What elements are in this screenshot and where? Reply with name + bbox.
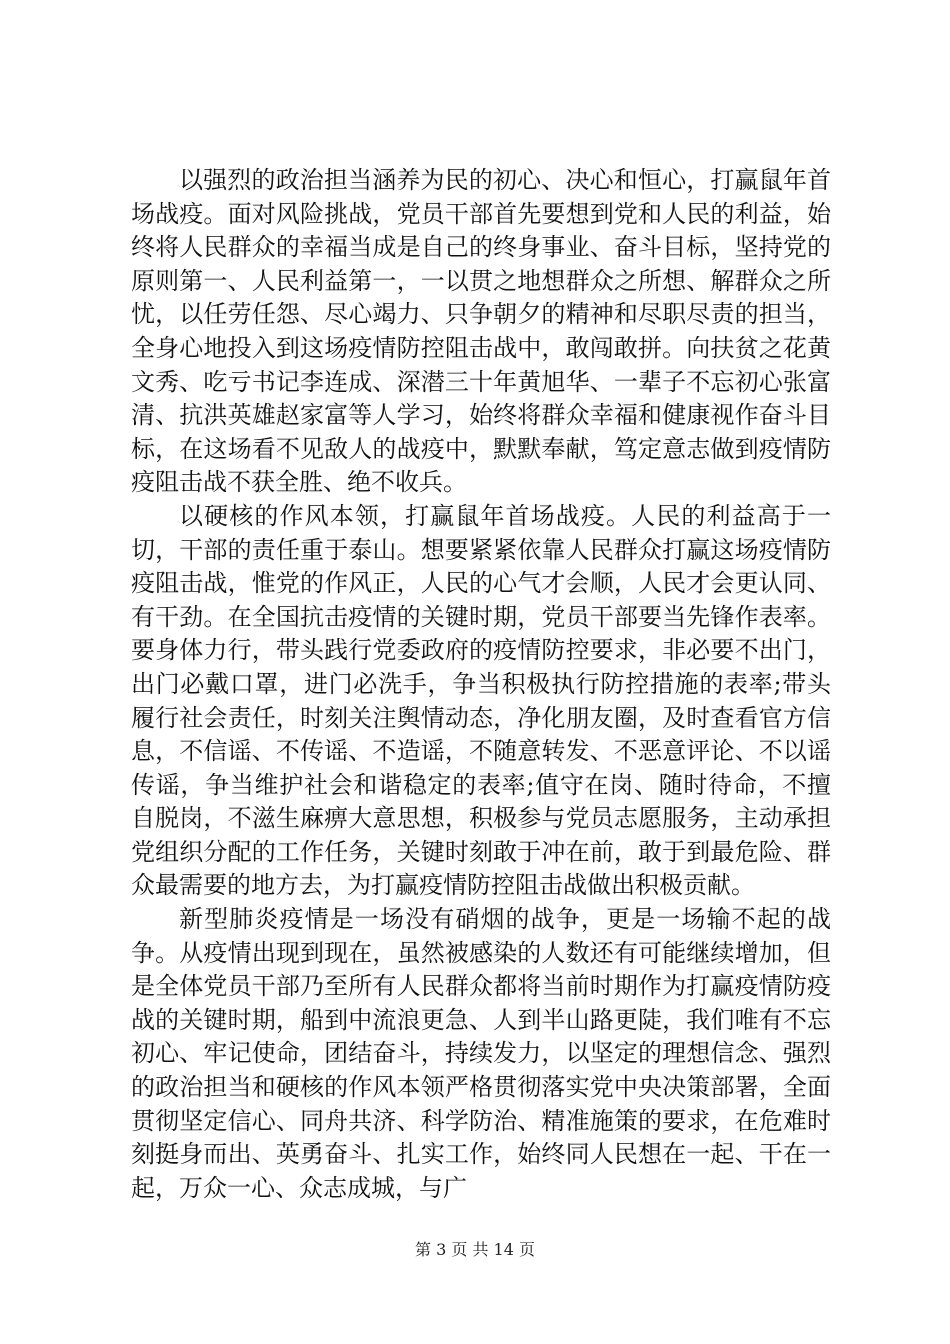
page-number-footer: 第 3 页 共 14 页 bbox=[415, 1240, 535, 1259]
paragraph: 以硬核的作风本领，打赢鼠年首场战疫。人民的利益高于一切，干部的责任重于泰山。想要紧紧依靠人民群众打赢这场疫情防疫阻击战，惟党的作风正，人民的心气才会顺，人民才会更认同、有干劲。在全国抗击疫情的关键时期，党员干部要当先锋作表率。要身体力行，带头践行党委政府的疫情防控要求，非必要不出门，出门必戴口罩，进门必洗手，争当积极执行防控措施的表率;带头履行社会责任，时刻关注舆情动态，净化朋友圈，及时查看官方信息，不信谣、不传谣、不造谣，不随意转发、不恶意评论、不以谣传谣，争当维护社会和谐稳定的表率;值守在岗、随时待命，不擅自脱岗，不滋生麻痹大意思想，积极参与党员志愿服务，主动承担党组织分配的工作任务，关键时刻敢于冲在前，敢于到最危险、群众最需要的地方去，为打赢疫情防控阻击战做出积极贡献。 bbox=[131, 501, 831, 900]
document-body bbox=[131, 164, 831, 1205]
paragraph: 以强烈的政治担当涵养为民的初心、决心和恒心，打赢鼠年首场战疫。面对风险挑战，党员干部首先要想到党和人民的利益，始终将人民群众的幸福当成是自己的终身事业、奋斗目标，坚持党的原则第一、人民利益第一，一以贯之地想群众之所想、解群众之所忧，以任劳任怨、尽心竭力、只争朝夕的精神和尽职尽责的担当，全身心地投入到这场疫情防控阻击战中，敢闯敢拼。向扶贫之花黄文秀、吃亏书记李连成、深潜三十年黄旭华、一辈子不忘初心张富清、抗洪英雄赵家富等人学习，始终将群众幸福和健康视作奋斗目标，在这场看不见敌人的战疫中，默默奉献，笃定意志做到疫情防疫阻击战不获全胜、绝不收兵。 bbox=[131, 166, 831, 497]
paragraph: 新型肺炎疫情是一场没有硝烟的战争，更是一场输不起的战争。从疫情出现到现在，虽然被感染的人数还有可能继续增加，但是全体党员干部乃至所有人民群众都将当前时期作为打赢疫情防疫战的关键时期，船到中流浪更急、人到半山路更陡，我们唯有不忘初心、牢记使命，团结奋斗，持续发力，以坚定的理想信念、强烈的政治担当和硬核的作风本领严格贯彻落实党中央决策部署，全面贯彻坚定信心、同舟共济、科学防治、精准施策的要求，在危难时刻挺身而出、英勇奋斗、扎实工作，始终同人民想在一起、干在一起，万众一心、众志成城，与广 bbox=[131, 905, 831, 1202]
